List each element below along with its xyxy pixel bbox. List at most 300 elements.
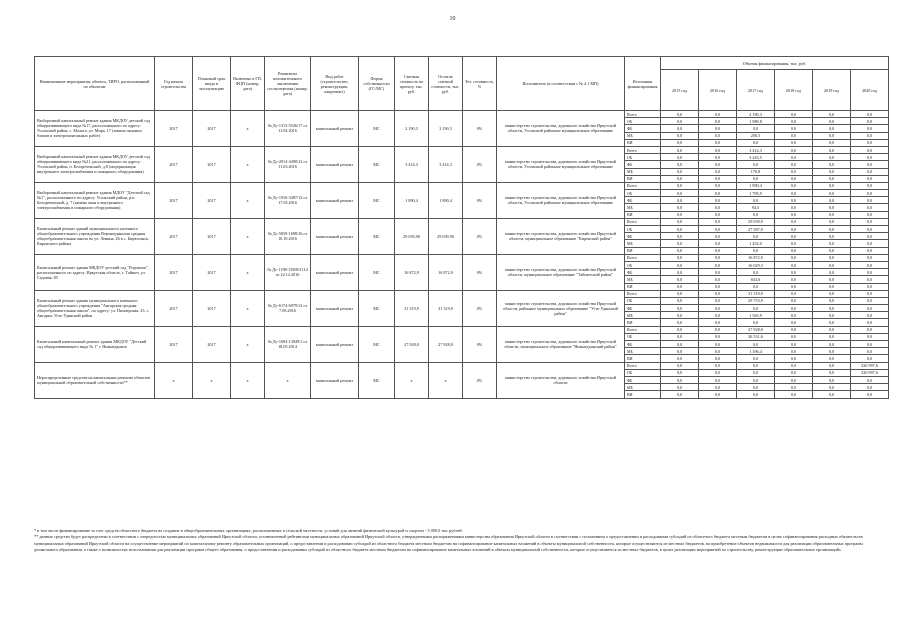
row-source-label: ВИ <box>625 391 661 398</box>
row-readiness: 0% <box>463 218 497 254</box>
row-value-cell: 0,0 <box>851 204 889 211</box>
row-value-cell: 0,0 <box>851 305 889 312</box>
row-executor: министерство строительства, дорожного хозяйства Иркутской области, муниципальное образование "Нижнеудинский район" <box>497 326 625 362</box>
row-year-end: 2017 <box>193 290 231 326</box>
row-value-cell: 0,0 <box>661 125 699 132</box>
row-balance: 2 190,3 <box>429 111 463 147</box>
row-value-cell: 0,0 <box>699 362 737 369</box>
row-source-label: ОБ <box>625 226 661 233</box>
row-work-type: капитальный ремонт <box>311 326 359 362</box>
row-executor: министерство строительства, дорожного хозяйства Иркутской области, Усольский районное муниципальное образование <box>497 111 625 147</box>
row-value-cell: 0,0 <box>699 218 737 225</box>
row-estimate: 2 190,3 <box>395 111 429 147</box>
row-value-cell: 0,0 <box>661 341 699 348</box>
row-value-cell: 0,0 <box>851 161 889 168</box>
row-value-cell: 0,0 <box>851 341 889 348</box>
row-value-cell: 0,0 <box>737 391 775 398</box>
row-value-cell: 0,0 <box>699 312 737 319</box>
row-value-cell: 16 872,9 <box>737 254 775 261</box>
row-value-cell: 0,0 <box>661 376 699 383</box>
row-value-cell: 0,0 <box>813 226 851 233</box>
row-value-cell: 0,0 <box>775 226 813 233</box>
row-value-cell: 0,0 <box>813 384 851 391</box>
row-value-cell: 0,0 <box>661 111 699 118</box>
row-value-cell: 94,5 <box>737 204 775 211</box>
row-value-cell: 0,0 <box>775 218 813 225</box>
header-year: 2015 год <box>661 70 699 111</box>
row-value-cell: 0,0 <box>661 269 699 276</box>
row-name: Выборочный капитальный ремонт здания МДОУ "Детский сад №1", расположенного по адресу: Усольский район, р.п. Белореченский, д. 7 (замена окон и внутреннего электроснабжения и пожарного оборудования) <box>35 182 155 218</box>
row-permit: № Дс-1094-13949/1 от 18.05.2014 <box>265 326 311 362</box>
row-year-start: 2017 <box>155 326 193 362</box>
row-value-cell: 170,8 <box>737 168 775 175</box>
row-value-cell: 0,0 <box>737 233 775 240</box>
row-balance: 16 872,9 <box>429 254 463 290</box>
row-source-label: ВИ <box>625 319 661 326</box>
row-value-cell: 0,0 <box>699 305 737 312</box>
row-inclusion: х <box>231 362 265 398</box>
row-source-label: Всего <box>625 218 661 225</box>
row-value-cell: 0,0 <box>699 190 737 197</box>
row-value-cell: 0,0 <box>661 154 699 161</box>
row-value-cell: 200,5 <box>737 132 775 139</box>
header-year: 2020 год <box>851 70 889 111</box>
row-source-label: ОБ <box>625 369 661 376</box>
header-name: Наименование мероприятия, объекта, ТИРО, расположенный по объектам <box>35 57 155 111</box>
row-value-cell: 0,0 <box>737 125 775 132</box>
row-value-cell: 0,0 <box>775 362 813 369</box>
row-ownership: МС <box>359 146 395 182</box>
row-work-type: капитальный ремонт <box>311 218 359 254</box>
row-value-cell: 3 243,5 <box>737 154 775 161</box>
row-value-cell: 0,0 <box>775 326 813 333</box>
header-estimate: Сметная стоимость по проекту, тыс. руб. <box>395 57 429 111</box>
row-value-cell: 0,0 <box>775 376 813 383</box>
row-value-cell: 0,0 <box>775 297 813 304</box>
row-year-start: 2017 <box>155 146 193 182</box>
row-balance: х <box>429 362 463 398</box>
row-value-cell: 0,0 <box>851 297 889 304</box>
row-value-cell: 0,0 <box>775 269 813 276</box>
header-work-type: Вид работ (строительство, реконструкция, капремонт) <box>311 57 359 111</box>
row-value-cell: 0,0 <box>661 132 699 139</box>
row-value-cell: 0,0 <box>813 182 851 189</box>
row-value-cell: 0,0 <box>775 111 813 118</box>
row-value-cell: 0,0 <box>813 348 851 355</box>
row-value-cell: 0,0 <box>661 118 699 125</box>
row-value-cell: 0,0 <box>737 384 775 391</box>
row-value-cell: 0,0 <box>813 168 851 175</box>
row-value-cell: 0,0 <box>813 146 851 153</box>
row-value-cell: 0,0 <box>813 190 851 197</box>
row-source-label: МБ <box>625 384 661 391</box>
row-work-type: капитальный ремонт <box>311 182 359 218</box>
row-value-cell: 0,0 <box>661 297 699 304</box>
row-value-cell: 0,0 <box>775 240 813 247</box>
row-year-end: 2017 <box>193 182 231 218</box>
row-value-cell: 0,0 <box>661 211 699 218</box>
row-year-end: 2017 <box>193 111 231 147</box>
row-value-cell: 0,0 <box>813 355 851 362</box>
row-value-cell: 0,0 <box>775 283 813 290</box>
row-source-label: ВИ <box>625 283 661 290</box>
row-estimate: 31 319,9 <box>395 290 429 326</box>
row-value-cell: 843,6 <box>737 276 775 283</box>
row-balance: 1 890,4 <box>429 182 463 218</box>
row-value-cell: 0,0 <box>775 125 813 132</box>
row-source-label: ОБ <box>625 297 661 304</box>
row-value-cell: 29 753,9 <box>737 297 775 304</box>
row-value-cell: 0,0 <box>699 204 737 211</box>
row-value-cell: 0,0 <box>851 376 889 383</box>
row-value-cell: 0,0 <box>851 154 889 161</box>
row-value-cell: 0,0 <box>851 233 889 240</box>
row-value-cell: 0,0 <box>813 154 851 161</box>
row-year-start: 2017 <box>155 290 193 326</box>
row-year-start: 2017 <box>155 111 193 147</box>
row-value-cell: 29 039,9 <box>737 218 775 225</box>
row-value-cell: 0,0 <box>737 269 775 276</box>
header-year-end: Плановый срок ввода в эксплуатацию <box>193 57 231 111</box>
row-value-cell: 0,0 <box>661 305 699 312</box>
footnote: * в том числе финансирование за счет средств областного бюджета на создание в общеобразовательных организациях, расположенных в сельской местности, условий для занятий физической культурой и спортом - 3 000,0 тыс.рублей <box>34 528 462 533</box>
row-value-cell: 0,0 <box>661 290 699 297</box>
row-value-cell: 0,0 <box>699 376 737 383</box>
row-value-cell: 0,0 <box>661 233 699 240</box>
row-year-start: 2017 <box>155 218 193 254</box>
row-value-cell: 0,0 <box>775 305 813 312</box>
program-objects-table <box>34 56 889 399</box>
row-value-cell: 0,0 <box>851 348 889 355</box>
row-value-cell: 0,0 <box>813 283 851 290</box>
row-value-cell: 0,0 <box>775 247 813 254</box>
row-value-cell: 0,0 <box>851 290 889 297</box>
row-value-cell: 0,0 <box>661 247 699 254</box>
row-value-cell: 0,0 <box>813 218 851 225</box>
row-source-label: ОБ <box>625 261 661 268</box>
row-value-cell: 0,0 <box>775 290 813 297</box>
row-value-cell: 0,0 <box>851 355 889 362</box>
row-value-cell: 0,0 <box>813 261 851 268</box>
row-ownership: МС <box>359 326 395 362</box>
row-value-cell: 0,0 <box>699 391 737 398</box>
row-value-cell: 0,0 <box>661 283 699 290</box>
row-value-cell: 1 452,0 <box>737 240 775 247</box>
row-value-cell: 0,0 <box>813 139 851 146</box>
row-value-cell: 0,0 <box>813 161 851 168</box>
row-value-cell: 0,0 <box>661 276 699 283</box>
row-value-cell: 0,0 <box>851 254 889 261</box>
row-value-cell: 0,0 <box>851 391 889 398</box>
row-value-cell: 0,0 <box>661 312 699 319</box>
row-value-cell: 0,0 <box>851 384 889 391</box>
row-executor: министерство строительства, дорожного хозяйства Иркутской области, Усольский районное муниципальное образование <box>497 182 625 218</box>
row-value-cell: 0,0 <box>737 283 775 290</box>
row-value-cell: 0,0 <box>813 341 851 348</box>
row-value-cell: 0,0 <box>851 326 889 333</box>
row-value-cell: 0,0 <box>699 247 737 254</box>
table-row <box>35 326 889 333</box>
row-year-end: 2017 <box>193 146 231 182</box>
row-value-cell: 0,0 <box>851 283 889 290</box>
row-value-cell: 27 587,9 <box>737 226 775 233</box>
row-value-cell: 0,0 <box>775 197 813 204</box>
row-value-cell: 0,0 <box>775 348 813 355</box>
row-value-cell: 0,0 <box>699 118 737 125</box>
row-source-label: ОБ <box>625 154 661 161</box>
row-name: Капитальный ремонт здания МКДОУ детский сад "Родничок", расположенного по адресу: Иркутская область, г. Тайшет, ул. Садовая, 85 <box>35 254 155 290</box>
header-executor: Исполнитель (в соответствии с № 4.1 МП) <box>497 57 625 111</box>
row-source-label: МБ <box>625 204 661 211</box>
row-value-cell: 0,0 <box>775 204 813 211</box>
row-ownership: МС <box>359 290 395 326</box>
row-value-cell: 0,0 <box>813 269 851 276</box>
row-value-cell: 320 997,6 <box>851 369 889 376</box>
row-value-cell: 0,0 <box>699 348 737 355</box>
row-value-cell: 3 414,3 <box>737 146 775 153</box>
row-source-label: ФБ <box>625 341 661 348</box>
row-value-cell: 0,0 <box>813 376 851 383</box>
row-value-cell: 0,0 <box>851 168 889 175</box>
row-source-label: ОБ <box>625 333 661 340</box>
row-value-cell: 0,0 <box>699 369 737 376</box>
row-permit: № Дс-1916-3497/12 от 17.03.2016 <box>265 182 311 218</box>
row-estimate: х <box>395 362 429 398</box>
row-value-cell: 0,0 <box>661 175 699 182</box>
row-value-cell: 0,0 <box>661 168 699 175</box>
row-inclusion: х <box>231 182 265 218</box>
table-row <box>35 254 889 261</box>
row-value-cell: 0,0 <box>851 111 889 118</box>
row-year-end: 2017 <box>193 254 231 290</box>
footnotes <box>34 528 874 554</box>
row-value-cell: 0,0 <box>851 261 889 268</box>
row-source-label: МБ <box>625 276 661 283</box>
row-work-type: капитальный ремонт <box>311 146 359 182</box>
row-value-cell: 320 997,6 <box>851 362 889 369</box>
row-value-cell: 0,0 <box>699 297 737 304</box>
row-value-cell: 0,0 <box>737 319 775 326</box>
row-value-cell: 0,0 <box>851 312 889 319</box>
row-value-cell: 0,0 <box>661 326 699 333</box>
row-source-label: ВИ <box>625 139 661 146</box>
row-year-start: 2017 <box>155 254 193 290</box>
row-value-cell: 0,0 <box>661 384 699 391</box>
row-value-cell: 0,0 <box>775 355 813 362</box>
row-value-cell: 0,0 <box>813 125 851 132</box>
header-year: 2018 год <box>775 70 813 111</box>
row-value-cell: 0,0 <box>775 190 813 197</box>
row-value-cell: 0,0 <box>737 305 775 312</box>
row-value-cell: 0,0 <box>775 341 813 348</box>
row-value-cell: 27 928,0 <box>737 326 775 333</box>
row-value-cell: 0,0 <box>699 333 737 340</box>
row-value-cell: 0,0 <box>813 175 851 182</box>
row-value-cell: 0,0 <box>699 182 737 189</box>
row-value-cell: 0,0 <box>661 369 699 376</box>
row-source-label: МБ <box>625 312 661 319</box>
header-ownership: Форма собственности (ГС/МС) <box>359 57 395 111</box>
row-value-cell: 0,0 <box>661 391 699 398</box>
row-source-label: МБ <box>625 132 661 139</box>
row-ownership: МС <box>359 182 395 218</box>
row-readiness: 0% <box>463 326 497 362</box>
row-value-cell: 0,0 <box>851 182 889 189</box>
row-value-cell: 0,0 <box>813 297 851 304</box>
header-inclusion: Включено в ГП, ФЦП (номер, дата) <box>231 57 265 111</box>
table-row <box>35 182 889 189</box>
row-value-cell: 0,0 <box>775 312 813 319</box>
row-estimate: 29 039,90 <box>395 218 429 254</box>
row-value-cell: 0,0 <box>699 319 737 326</box>
row-source-label: ФБ <box>625 197 661 204</box>
table-row <box>35 362 889 369</box>
row-permit: № Дс-1313-5526/17 от 11.04.2016 <box>265 111 311 147</box>
row-permit: х <box>265 362 311 398</box>
row-permit: № Дс-5059-1698/16 от 10.10.2016 <box>265 218 311 254</box>
row-value-cell: 0,0 <box>737 355 775 362</box>
row-source-label: Всего <box>625 362 661 369</box>
row-value-cell: 0,0 <box>851 247 889 254</box>
row-value-cell: 1 795,9 <box>737 190 775 197</box>
header-year: 2016 год <box>699 70 737 111</box>
row-value-cell: 0,0 <box>699 139 737 146</box>
row-source-label: Всего <box>625 254 661 261</box>
row-value-cell: 0,0 <box>813 197 851 204</box>
row-value-cell: 0,0 <box>699 261 737 268</box>
row-inclusion: х <box>231 111 265 147</box>
row-value-cell: 0,0 <box>813 132 851 139</box>
row-inclusion: х <box>231 326 265 362</box>
row-year-end: 2017 <box>193 218 231 254</box>
row-value-cell: 0,0 <box>699 146 737 153</box>
row-value-cell: 0,0 <box>813 204 851 211</box>
row-value-cell: 0,0 <box>775 175 813 182</box>
row-value-cell: 0,0 <box>661 218 699 225</box>
header-balance: Остаток сметной стоимости, тыс. руб. <box>429 57 463 111</box>
row-value-cell: 0,0 <box>737 247 775 254</box>
row-value-cell: 1 396,4 <box>737 348 775 355</box>
row-value-cell: 0,0 <box>813 290 851 297</box>
row-value-cell: 0,0 <box>851 146 889 153</box>
row-value-cell: 0,0 <box>699 168 737 175</box>
row-value-cell: 0,0 <box>661 190 699 197</box>
row-source-label: ФБ <box>625 233 661 240</box>
row-value-cell: 0,0 <box>813 319 851 326</box>
row-value-cell: 0,0 <box>851 175 889 182</box>
row-name: Нераспределенные средства на капитальные ремонты объектов муниципальной образовательной собственности** <box>35 362 155 398</box>
row-value-cell: 0,0 <box>737 341 775 348</box>
row-value-cell: 26 531,6 <box>737 333 775 340</box>
row-permit: № Дс-1198-13909/1114 от 22.12.2016 <box>265 254 311 290</box>
row-source-label: Всего <box>625 326 661 333</box>
row-work-type: капитальный ремонт <box>311 362 359 398</box>
row-readiness: 0% <box>463 146 497 182</box>
row-value-cell: 0,0 <box>699 111 737 118</box>
row-source-label: ФБ <box>625 305 661 312</box>
row-value-cell: 0,0 <box>851 197 889 204</box>
row-value-cell: 2 190,3 <box>737 111 775 118</box>
row-value-cell: 0,0 <box>813 326 851 333</box>
row-source-label: ВИ <box>625 247 661 254</box>
header-year: 2019 год <box>813 70 851 111</box>
row-source-label: ФБ <box>625 161 661 168</box>
row-value-cell: 0,0 <box>775 168 813 175</box>
row-value-cell: 0,0 <box>737 139 775 146</box>
row-source-label: Всего <box>625 290 661 297</box>
row-balance: 27 928,0 <box>429 326 463 362</box>
row-value-cell: 0,0 <box>661 197 699 204</box>
row-value-cell: 0,0 <box>813 233 851 240</box>
row-value-cell: 0,0 <box>661 182 699 189</box>
row-source-label: ФБ <box>625 125 661 132</box>
row-value-cell: 0,0 <box>813 391 851 398</box>
row-value-cell: 0,0 <box>851 276 889 283</box>
row-value-cell: 0,0 <box>699 384 737 391</box>
row-value-cell: 0,0 <box>775 254 813 261</box>
row-value-cell: 1 989,8 <box>737 118 775 125</box>
row-source-label: ВИ <box>625 355 661 362</box>
row-value-cell: 0,0 <box>699 283 737 290</box>
row-source-label: ФБ <box>625 269 661 276</box>
row-value-cell: 0,0 <box>775 132 813 139</box>
row-value-cell: 1 890,4 <box>737 182 775 189</box>
row-value-cell: 0,0 <box>775 391 813 398</box>
row-value-cell: 0,0 <box>851 132 889 139</box>
row-ownership: МС <box>359 218 395 254</box>
row-value-cell: 0,0 <box>813 305 851 312</box>
row-source-label: ОБ <box>625 190 661 197</box>
row-work-type: капитальный ремонт <box>311 254 359 290</box>
row-value-cell: 0,0 <box>661 146 699 153</box>
row-value-cell: 0,0 <box>851 240 889 247</box>
row-work-type: капитальный ремонт <box>311 290 359 326</box>
table-row <box>35 290 889 297</box>
header-year-start: Год начала строительства <box>155 57 193 111</box>
header-year: 2017 год <box>737 70 775 111</box>
table-row <box>35 218 889 225</box>
row-estimate: 3 414,3 <box>395 146 429 182</box>
row-value-cell: 0,0 <box>699 355 737 362</box>
table-row <box>35 146 889 153</box>
row-value-cell: 0,0 <box>851 118 889 125</box>
row-balance: 31 319,9 <box>429 290 463 326</box>
row-ownership: МС <box>359 111 395 147</box>
row-value-cell: 0,0 <box>699 341 737 348</box>
row-source-label: МБ <box>625 348 661 355</box>
row-value-cell: 0,0 <box>661 362 699 369</box>
row-value-cell: 0,0 <box>737 161 775 168</box>
row-value-cell: 0,0 <box>775 118 813 125</box>
row-value-cell: 0,0 <box>699 125 737 132</box>
row-value-cell: 0,0 <box>661 319 699 326</box>
row-value-cell: 0,0 <box>737 175 775 182</box>
row-executor: министерство строительства, дорожного хозяйства Иркутской области, муниципальное образование "Киренский район" <box>497 218 625 254</box>
row-value-cell: 0,0 <box>737 197 775 204</box>
row-executor: министерство строительства, дорожного хозяйства Иркутской области, Усольский районное муниципальное образование <box>497 146 625 182</box>
row-value-cell: 0,0 <box>737 369 775 376</box>
row-year-end: х <box>193 362 231 398</box>
row-value-cell: 31 319,9 <box>737 290 775 297</box>
row-value-cell: 0,0 <box>851 269 889 276</box>
row-source-label: ВИ <box>625 211 661 218</box>
row-name: Выборочный капитальный ремонт здания МКДОУ детский сад общеразвивающего вида №17, расположенного по адресу: Усольский район, с. Мальта, ул. Мира, 17 (замена оконных блоков и электромонтажных работ) <box>35 111 155 147</box>
row-value-cell: 0,0 <box>813 312 851 319</box>
row-name: Капитальный капитальный ремонт здания МКДОУ "Детский сад общеразвивающего вида № 1" г. Нижнеудинск <box>35 326 155 362</box>
row-value-cell: 0,0 <box>813 111 851 118</box>
row-value-cell: 0,0 <box>813 240 851 247</box>
row-year-start: х <box>155 362 193 398</box>
